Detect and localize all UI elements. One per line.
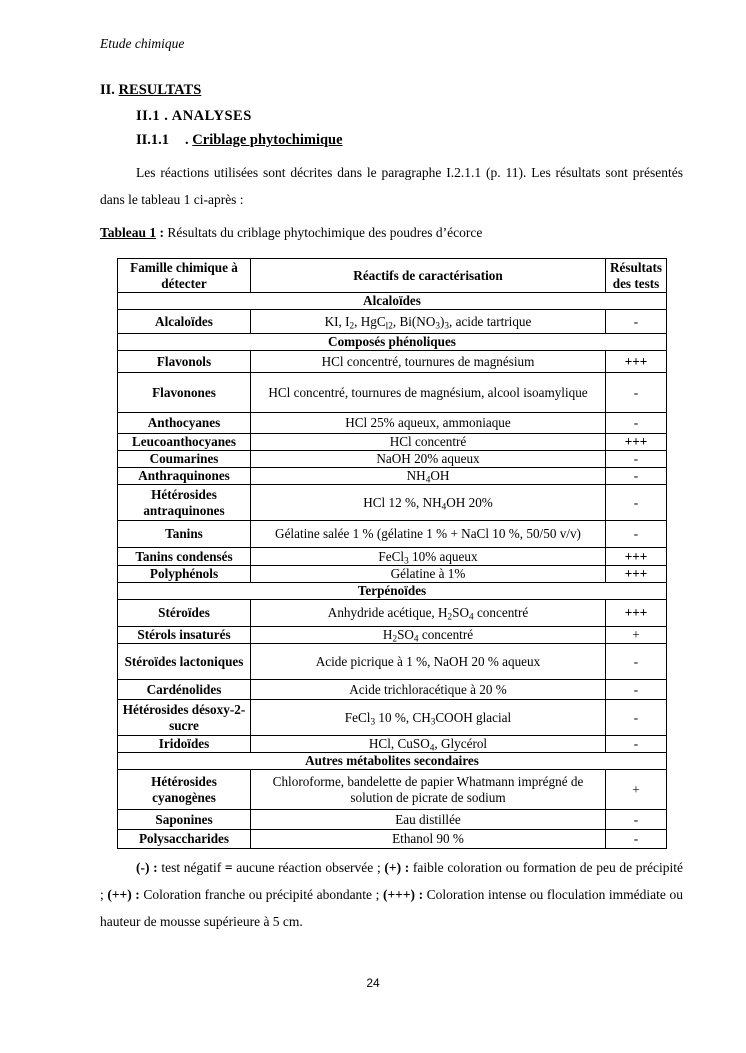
- family-cell: Hétérosides cyanogènes: [118, 770, 251, 810]
- family-cell: Hétérosides antraquinones: [118, 485, 251, 521]
- caption-separator: :: [156, 225, 168, 240]
- table-row: [118, 627, 667, 644]
- table-header-row: [118, 259, 667, 293]
- table-row: [118, 521, 667, 548]
- result-cell: +++: [606, 600, 667, 627]
- result-cell: -: [606, 521, 667, 548]
- legend-text: faible coloration ou formation de peu de précipité ;: [100, 860, 684, 902]
- section-title: RESULTATS: [118, 82, 202, 98]
- page-number: 24: [366, 976, 380, 990]
- header-result: Résultats des tests: [606, 259, 667, 293]
- family-cell: Anthraquinones: [118, 468, 251, 485]
- result-cell: +: [606, 770, 667, 810]
- legend-paragraph: [100, 854, 683, 935]
- group-row: [118, 753, 667, 770]
- family-cell: Tanins condensés: [118, 548, 251, 566]
- table-row: [118, 600, 667, 627]
- table-row: [118, 770, 667, 810]
- subsubsection-number: II.1.1: [136, 132, 170, 148]
- group-row: [118, 583, 667, 600]
- result-cell: -: [606, 373, 667, 413]
- result-cell: -: [606, 736, 667, 753]
- legend-text: Coloration franche ou précipité abondante ;: [139, 887, 383, 902]
- group-label: Composés phénoliques: [118, 334, 667, 351]
- family-cell: Stérols insaturés: [118, 627, 251, 644]
- table-row: [118, 468, 667, 485]
- table-row: [118, 434, 667, 451]
- reagent-cell: Anhydride acétique, $H_2SO_4$ concentré: [251, 600, 606, 627]
- table-row: [118, 413, 667, 434]
- family-cell: Iridoïdes: [118, 736, 251, 753]
- result-cell: -: [606, 310, 667, 334]
- reagent-cell: HCl 12 %, $NH_4OH$ 20%: [251, 485, 606, 521]
- reagent-cell: HCl concentré: [251, 434, 606, 451]
- subsection-heading: II.1 . ANALYSES: [136, 108, 252, 124]
- reagent-cell: FeCl$_3$ 10% aqueux: [251, 548, 606, 566]
- table-row: [118, 548, 667, 566]
- table-row: [118, 680, 667, 700]
- header-family: Famille chimique à détecter: [118, 259, 251, 293]
- reagent-cell: Ethanol 90 %: [251, 830, 606, 849]
- table-row: [118, 644, 667, 680]
- table-row: [118, 700, 667, 736]
- running-header: Etude chimique: [100, 36, 185, 51]
- family-cell: Tanins: [118, 521, 251, 548]
- reagent-cell: Gélatine à 1%: [251, 566, 606, 583]
- reagent-cell: Eau distillée: [251, 810, 606, 830]
- legend-symbol: (-) :: [136, 860, 158, 875]
- subsubsection-title: Criblage phytochimique: [192, 132, 343, 148]
- result-cell: +++: [606, 351, 667, 373]
- reagent-cell: FeCl$_3$ 10 %, $CH_3COOH$ glacial: [251, 700, 606, 736]
- family-cell: Saponines: [118, 810, 251, 830]
- family-cell: Flavonones: [118, 373, 251, 413]
- table-row: [118, 566, 667, 583]
- reagent-cell: NaOH 20% aqueux: [251, 451, 606, 468]
- family-cell: Leucoanthocyanes: [118, 434, 251, 451]
- table-row: [118, 810, 667, 830]
- group-row: [118, 334, 667, 351]
- subsubsection-heading: [136, 132, 343, 149]
- result-cell: +++: [606, 434, 667, 451]
- caption-label: Tableau 1: [100, 225, 157, 240]
- reagent-cell: Chloroforme, bandelette de papier Whatmann imprégné de solution de picrate de sodium: [251, 770, 606, 810]
- family-cell: Polyphénols: [118, 566, 251, 583]
- family-cell: Flavonols: [118, 351, 251, 373]
- legend-symbol: (++) :: [107, 887, 140, 902]
- family-cell: Hétérosides désoxy-2-sucre: [118, 700, 251, 736]
- legend-text: test négatif: [157, 860, 225, 875]
- result-cell: -: [606, 485, 667, 521]
- results-table: [117, 258, 667, 849]
- result-cell: -: [606, 680, 667, 700]
- result-cell: -: [606, 830, 667, 849]
- header-reagent: Réactifs de caractérisation: [251, 259, 606, 293]
- table-row: [118, 373, 667, 413]
- legend-symbol: (+) :: [384, 860, 410, 875]
- intro-paragraph: Les réactions utilisées sont décrites dans le paragraphe I.2.1.1 (p. 11). Les résultats sont présentés dans le tableau 1 ci-après :: [100, 165, 683, 207]
- table-row: [118, 451, 667, 468]
- reagent-cell: KI, $I_2$, HgC$_{l2}$, $Bi(NO_3)_3$, acide tartrique: [251, 310, 606, 334]
- legend-symbol: =: [224, 860, 233, 875]
- reagent-cell: $H_2SO_4$ concentré: [251, 627, 606, 644]
- family-cell: Stéroïdes lactoniques: [118, 644, 251, 680]
- reagent-cell: HCl concentré, tournures de magnésium, alcool isoamylique: [251, 373, 606, 413]
- table-row: [118, 736, 667, 753]
- result-cell: +++: [606, 548, 667, 566]
- family-cell: Stéroïdes: [118, 600, 251, 627]
- reagent-cell: $NH_4OH$: [251, 468, 606, 485]
- result-cell: -: [606, 700, 667, 736]
- result-cell: -: [606, 810, 667, 830]
- table-caption: [100, 225, 482, 241]
- subsubsection-separator: .: [185, 132, 193, 148]
- group-label: Terpénoïdes: [118, 583, 667, 600]
- result-cell: -: [606, 413, 667, 434]
- family-cell: Anthocyanes: [118, 413, 251, 434]
- caption-text: Résultats du criblage phytochimique des poudres d’écorce: [167, 225, 483, 240]
- legend-symbol: (+++) :: [382, 887, 424, 902]
- legend-text: aucune réaction observée ;: [232, 860, 385, 875]
- result-cell: -: [606, 451, 667, 468]
- table-row: [118, 485, 667, 521]
- family-cell: Polysaccharides: [118, 830, 251, 849]
- reagent-cell: HCl concentré, tournures de magnésium: [251, 351, 606, 373]
- family-cell: Cardénolides: [118, 680, 251, 700]
- legend-text: Coloration intense ou floculation immédiate ou hauteur de mousse supérieure à 5 cm.: [100, 887, 683, 929]
- family-cell: Alcaloïdes: [118, 310, 251, 334]
- reagent-cell: Acide trichloracétique à 20 %: [251, 680, 606, 700]
- reagent-cell: HCl 25% aqueux, ammoniaque: [251, 413, 606, 434]
- table-row: [118, 351, 667, 373]
- family-cell: Coumarines: [118, 451, 251, 468]
- reagent-cell: HCl, CuSO$_4$, Glycérol: [251, 736, 606, 753]
- section-heading: [100, 82, 201, 99]
- reagent-cell: Acide picrique à 1 %, NaOH 20 % aqueux: [251, 644, 606, 680]
- table-row: [118, 830, 667, 849]
- result-cell: +: [606, 627, 667, 644]
- result-cell: +++: [606, 566, 667, 583]
- result-cell: -: [606, 468, 667, 485]
- group-label: Alcaloïdes: [118, 293, 667, 310]
- table-row: [118, 310, 667, 334]
- reagent-cell: Gélatine salée 1 % (gélatine 1 % + NaCl 10 %, 50/50 v/v): [251, 521, 606, 548]
- group-row: [118, 293, 667, 310]
- section-number: II.: [100, 82, 119, 98]
- group-label: Autres métabolites secondaires: [118, 753, 667, 770]
- result-cell: -: [606, 644, 667, 680]
